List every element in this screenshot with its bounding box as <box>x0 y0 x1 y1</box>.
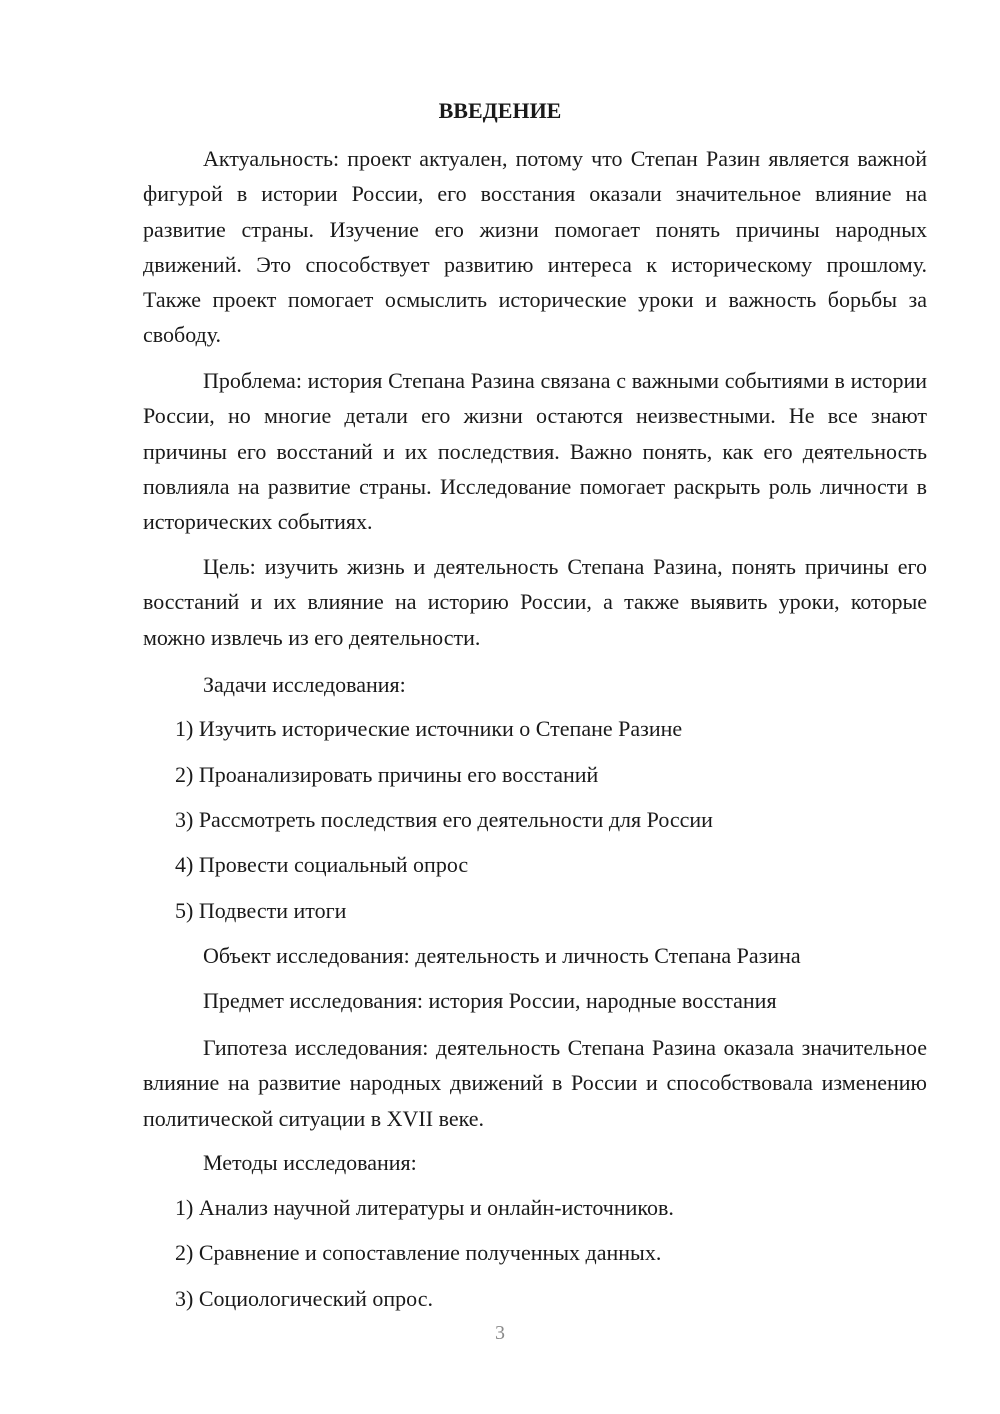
task-item: 2) Проанализировать причины его восстаний <box>175 762 599 787</box>
relevance-paragraph: Актуальность: проект актуален, потому что Степан Разин является важной фигурой в истории России, его восстания оказали значительное влияние на развитие страны. Изучение его жизни помогает понять причины народных движений. Это способствует развитию интереса к историческому прошлому. Также проект помогает осмыслить исторические уроки и важность борьбы за свободу. <box>143 146 927 348</box>
task-item: 5) Подвести итоги <box>175 898 347 923</box>
page-title: ВВЕДЕНИЕ <box>438 98 562 123</box>
method-item: 2) Сравнение и сопоставление полученных данных. <box>175 1240 662 1265</box>
hypothesis-paragraph: Гипотеза исследования: деятельность Степана Разина оказала значительное влияние на развитие народных движений в России и способствовала изменению политической ситуации в XVII веке. <box>143 1035 927 1131</box>
method-item: 3) Социологический опрос. <box>175 1286 433 1311</box>
page-number: 3 <box>495 1322 505 1344</box>
problem-paragraph: Проблема: история Степана Разина связана с важными событиями в истории России, но многие детали его жизни остаются неизвестными. Не все знают причины его восстаний и их последствия. Важно понять, как его деятельность повлияла на развитие страны. Исследование помогает раскрыть роль личности в исторических событиях. <box>143 368 927 535</box>
research-object: Объект исследования: деятельность и личность Степана Разина <box>203 943 801 968</box>
task-item: 3) Рассмотреть последствия его деятельности для России <box>175 807 713 832</box>
tasks-title: Задачи исследования: <box>203 672 406 697</box>
research-subject: Предмет исследования: история России, народные восстания <box>203 988 777 1013</box>
task-item: 4) Провести социальный опрос <box>175 852 469 877</box>
goal-paragraph: Цель: изучить жизнь и деятельность Степана Разина, понять причины его восстаний и их влияние на историю России, а также выявить уроки, которые можно извлечь из его деятельности. <box>143 554 927 650</box>
methods-title: Методы исследования: <box>203 1150 417 1175</box>
task-item: 1) Изучить исторические источники о Степане Разине <box>175 716 683 741</box>
method-item: 1) Анализ научной литературы и онлайн-источников. <box>175 1195 674 1220</box>
